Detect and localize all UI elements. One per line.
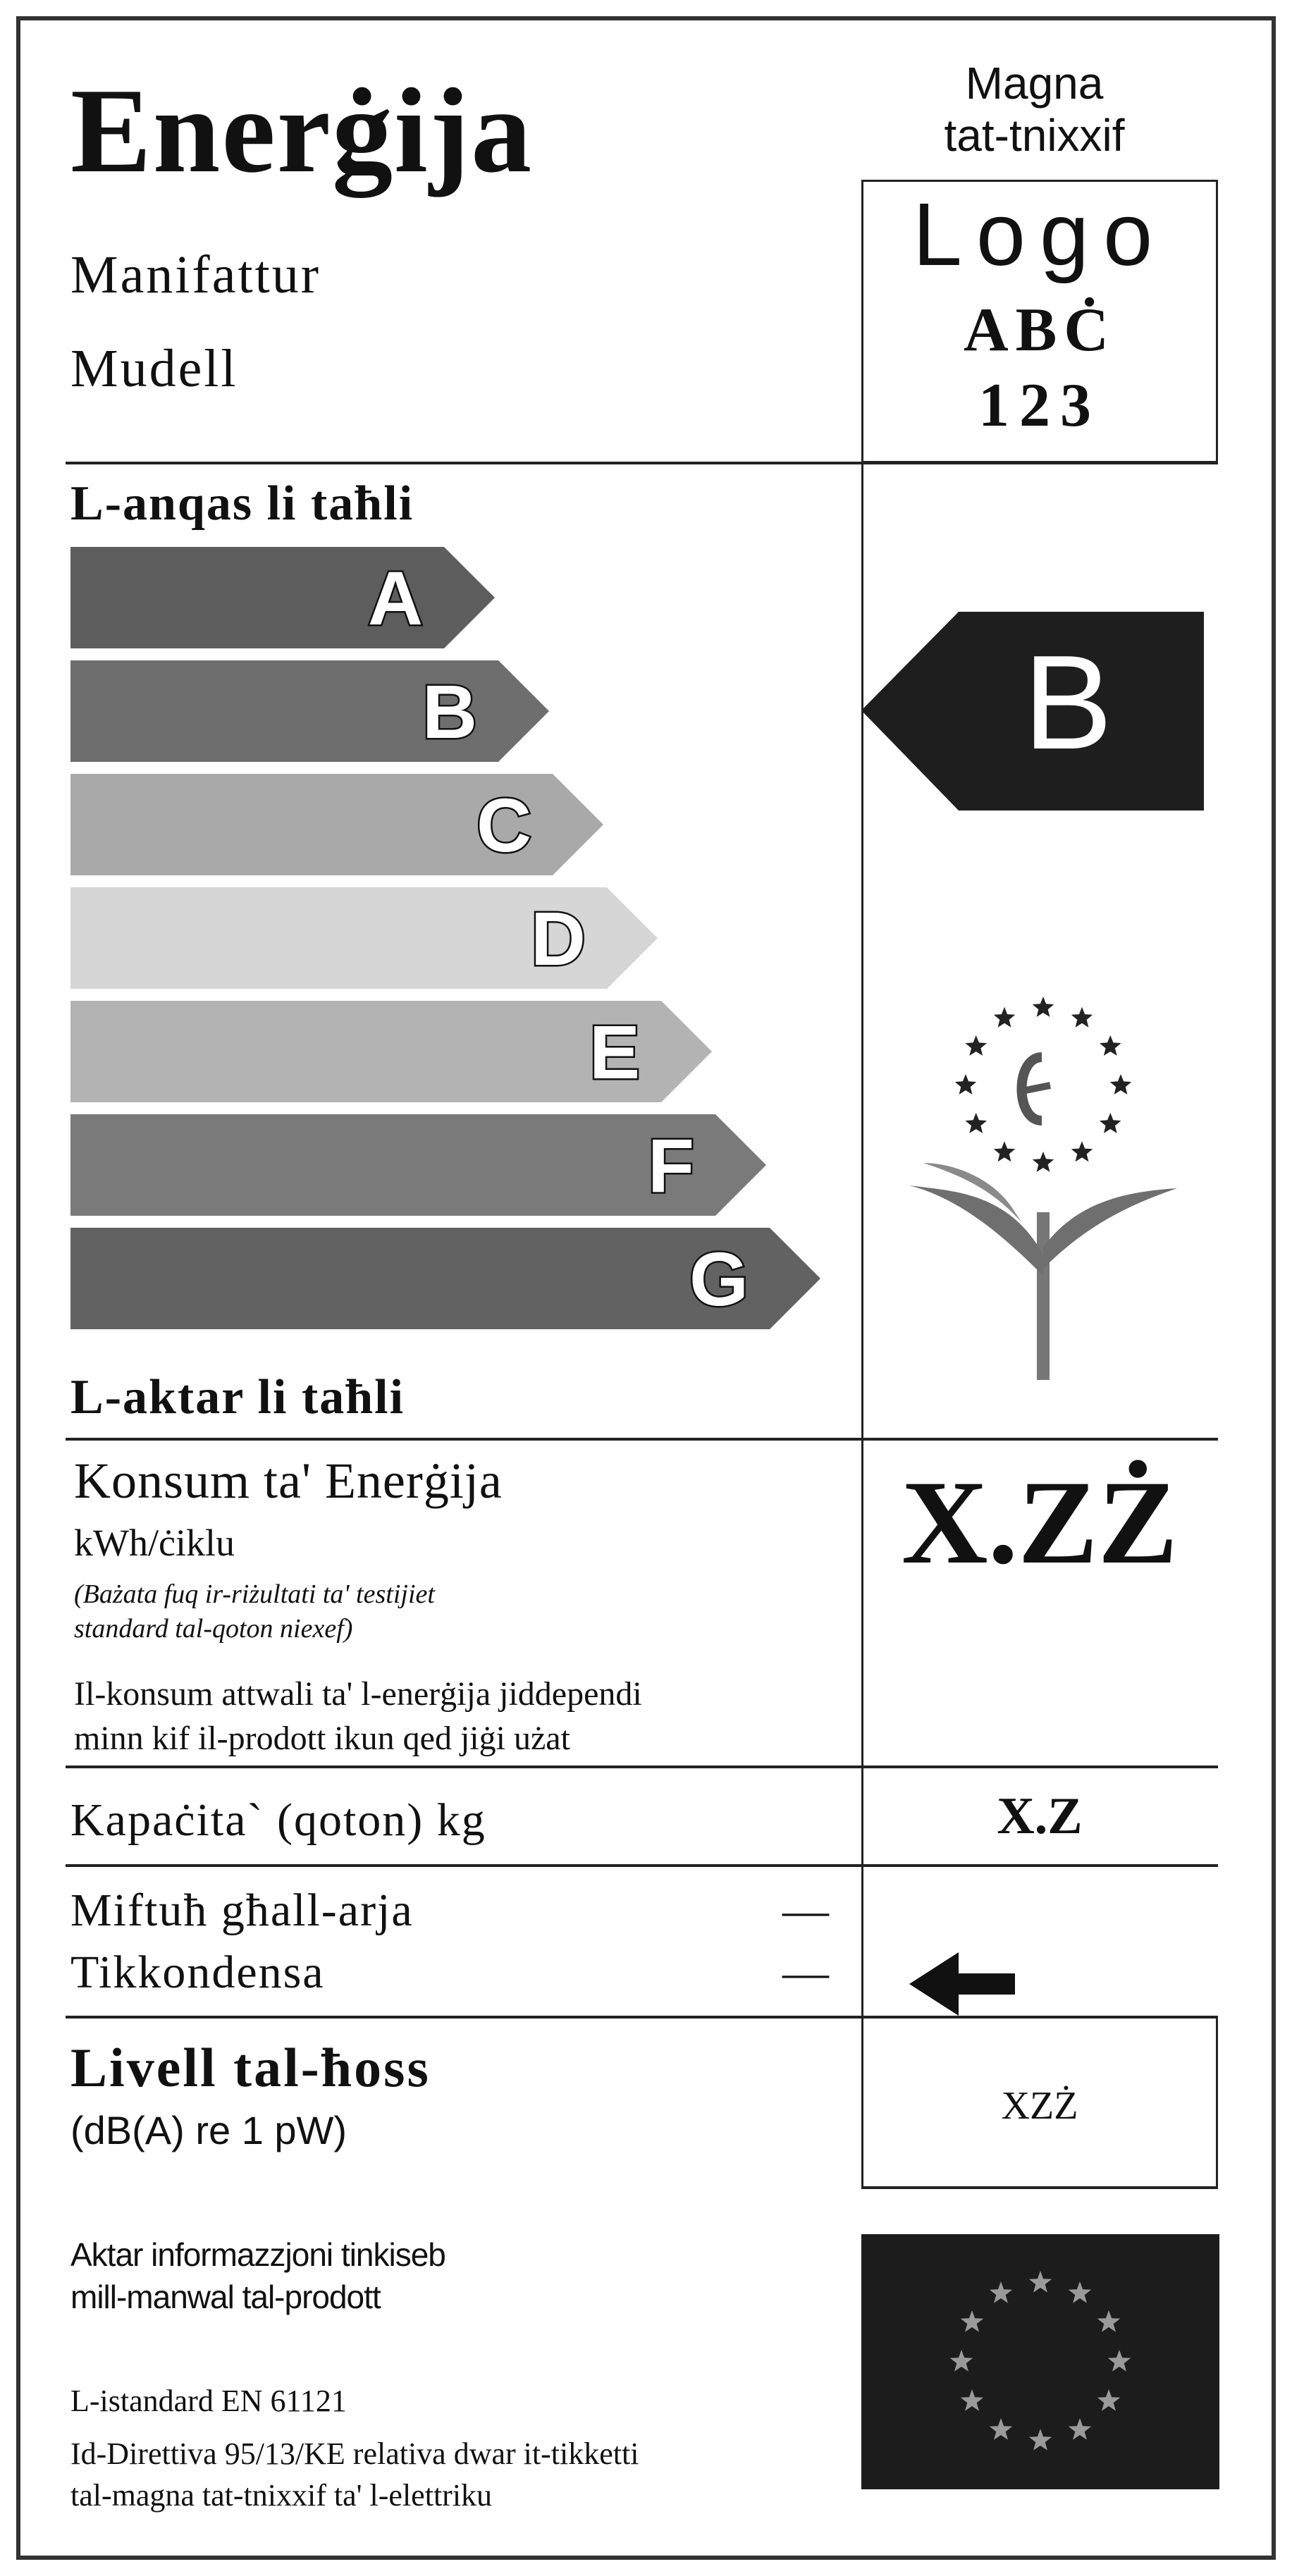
divider-type bbox=[66, 2016, 1218, 2019]
capacity-label: Kapaċita` (qoton) kg bbox=[70, 1794, 486, 1846]
eu-ecolabel-flower-icon bbox=[909, 980, 1177, 1388]
logo-letters: ABĊ bbox=[964, 296, 1116, 364]
efficiency-class-letter: A bbox=[368, 555, 423, 641]
ecolabel-star bbox=[1033, 997, 1054, 1017]
divider-consumption bbox=[66, 1765, 1218, 1768]
efficiency-class-letter: B bbox=[422, 669, 477, 754]
consumption-unit: kWh/ċiklu bbox=[74, 1522, 235, 1564]
vented-dash: — bbox=[782, 1885, 829, 1936]
logo-numbers: 123 bbox=[978, 371, 1101, 440]
appliance-type: Magna tat-tnixxif bbox=[944, 58, 1125, 161]
efficiency-class-e bbox=[70, 1001, 712, 1102]
condenser-dash: — bbox=[782, 1947, 829, 1998]
more-info-text: Aktar informazzjoni tinkiseb mill-manwal tal-prodott bbox=[70, 2236, 445, 2315]
noise-label: Livell tal-ħoss bbox=[70, 2037, 431, 2098]
divider-scale bbox=[66, 1438, 1218, 1441]
efficiency-class-f bbox=[70, 1114, 766, 1216]
ecolabel-star bbox=[955, 1074, 976, 1095]
efficiency-class-d bbox=[70, 887, 658, 989]
efficiency-bottom-label: L-aktar li taħli bbox=[70, 1370, 405, 1424]
directive-text: Id-Direttiva 95/13/KE relativa dwar it-tikketti tal-magna tat-tnixxif ta' l-elettriku bbox=[70, 2436, 639, 2513]
ecolabel-star bbox=[994, 1141, 1015, 1161]
efficiency-top-label: L-anqas li taħli bbox=[70, 476, 414, 531]
ecolabel-star bbox=[1100, 1113, 1121, 1133]
ecolabel-star bbox=[994, 1007, 1015, 1028]
eu-flag-icon bbox=[861, 2234, 1219, 2489]
ecolabel-star bbox=[1033, 1152, 1054, 1172]
consumption-disclaimer: Il-konsum attwali ta' l-enerġija jiddependi minn kif il-prodott ikun qed jiġi użat bbox=[74, 1675, 642, 1758]
efficiency-class-letter: C bbox=[476, 782, 531, 868]
ecolabel-star bbox=[966, 1113, 988, 1133]
model-label: Mudell bbox=[70, 339, 238, 398]
ecolabel-star bbox=[1071, 1007, 1093, 1028]
efficiency-class-a bbox=[70, 547, 495, 648]
divider-capacity bbox=[66, 1864, 1218, 1867]
vented-label: Miftuħ għall-arja bbox=[70, 1885, 414, 1936]
arrow-left-icon bbox=[909, 1952, 1022, 2016]
efficiency-class-c bbox=[70, 774, 603, 875]
efficiency-class-letter: G bbox=[689, 1236, 749, 1321]
rating-letter: B bbox=[1023, 628, 1113, 777]
ecolabel-star bbox=[1100, 1035, 1121, 1056]
ecolabel-star bbox=[966, 1035, 988, 1056]
efficiency-class-letter: E bbox=[589, 1009, 640, 1095]
consumption-label: Konsum ta' Enerġija bbox=[74, 1453, 503, 1509]
ecolabel-star bbox=[1110, 1074, 1131, 1095]
manufacturer-label: Manifattur bbox=[70, 245, 321, 304]
divider-noise bbox=[861, 2186, 1218, 2189]
efficiency-class-g bbox=[70, 1228, 820, 1329]
capacity-value: X.Z bbox=[997, 1787, 1083, 1845]
efficiency-class-b bbox=[70, 660, 549, 762]
efficiency-class-letter: F bbox=[648, 1123, 694, 1208]
noise-value: XZŻ bbox=[1001, 2084, 1078, 2128]
label-title: Enerġija bbox=[70, 64, 534, 198]
efficiency-class-letter: D bbox=[531, 896, 586, 981]
consumption-basis-note: (Bażata fuq ir-riżultati ta' testijiet standard tal-qoton niexef) bbox=[74, 1579, 435, 1644]
rating-arrow bbox=[861, 612, 1204, 811]
standard-text: L-istandard EN 61121 bbox=[70, 2384, 347, 2418]
noise-unit: (dB(A) re 1 pW) bbox=[70, 2108, 347, 2152]
divider-noise-right bbox=[1216, 2016, 1218, 2188]
condenser-label: Tikkondensa bbox=[70, 1947, 325, 1998]
ecolabel-star bbox=[1071, 1141, 1093, 1161]
logo-word: Logo bbox=[912, 185, 1167, 284]
consumption-value: X.ZŻ bbox=[901, 1456, 1179, 1589]
